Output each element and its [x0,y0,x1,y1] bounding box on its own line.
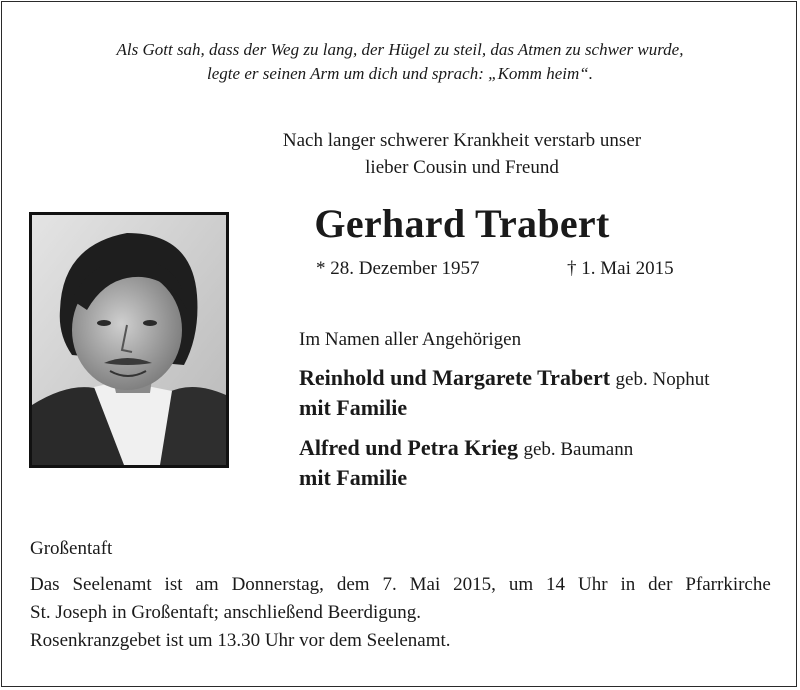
notice-word: Uhr [577,574,608,595]
notice-word: am [195,574,219,595]
birth-date: * 28. Dezember 1957 [316,258,480,279]
death-date: † 1. Mai 2015 [567,258,674,279]
quote-line-1: Als Gott sah, dass der Weg zu lang, der Hügel zu steil, das Atmen zu schwer wurde, [116,40,684,59]
intro-line-2: lieber Cousin und Freund [365,157,559,178]
intro-line-1: Nach langer schwerer Krankheit verstarb unser [282,130,642,151]
family-suffix: mit Familie [299,395,408,420]
notice-line-3: Rosenkranzgebet ist um 13.30 Uhr vor dem Seelenamt. [30,630,451,651]
notice-line-1 [30,571,771,599]
mourners-intro: Im Namen aller Angehörigen [299,329,522,350]
notice-word: Seelenamt [72,574,152,595]
notice-word: Donnerstag, [231,574,324,595]
notice-word: 2015, [453,574,496,595]
deceased-name: Gerhard Trabert [314,201,610,246]
notice-word: ist [164,574,183,595]
memorial-quote [0,38,800,86]
notice-word: in [620,574,636,595]
notice-word: der [648,574,673,595]
notice-word: 7. [382,574,397,595]
family-names: Alfred und Petra Krieg [299,435,518,460]
notice-line-2: St. Joseph in Großentaft; anschließend Beerdigung. [30,602,422,623]
maiden-name: geb. Baumann [523,439,634,460]
notice-word: 14 [546,574,566,595]
notice-word: um [508,574,534,595]
notice-word: Mai [409,574,441,595]
funeral-notice [30,571,771,655]
place-name: Großentaft [30,538,113,559]
notice-word: Pfarrkirche [685,574,771,595]
death-announcement [262,127,662,181]
mourner-family-2 [299,434,633,492]
family-names: Reinhold und Margarete Trabert [299,365,611,390]
maiden-name: geb. Nophut [615,369,710,390]
quote-line-2: legte er seinen Arm um dich und sprach: „Komm heim“. [207,64,593,83]
notice-word: dem [336,574,370,595]
mourner-family-1 [299,364,709,422]
portrait-icon [32,215,226,465]
notice-word: Das [30,574,60,595]
portrait-photo [29,212,229,468]
family-suffix: mit Familie [299,465,408,490]
